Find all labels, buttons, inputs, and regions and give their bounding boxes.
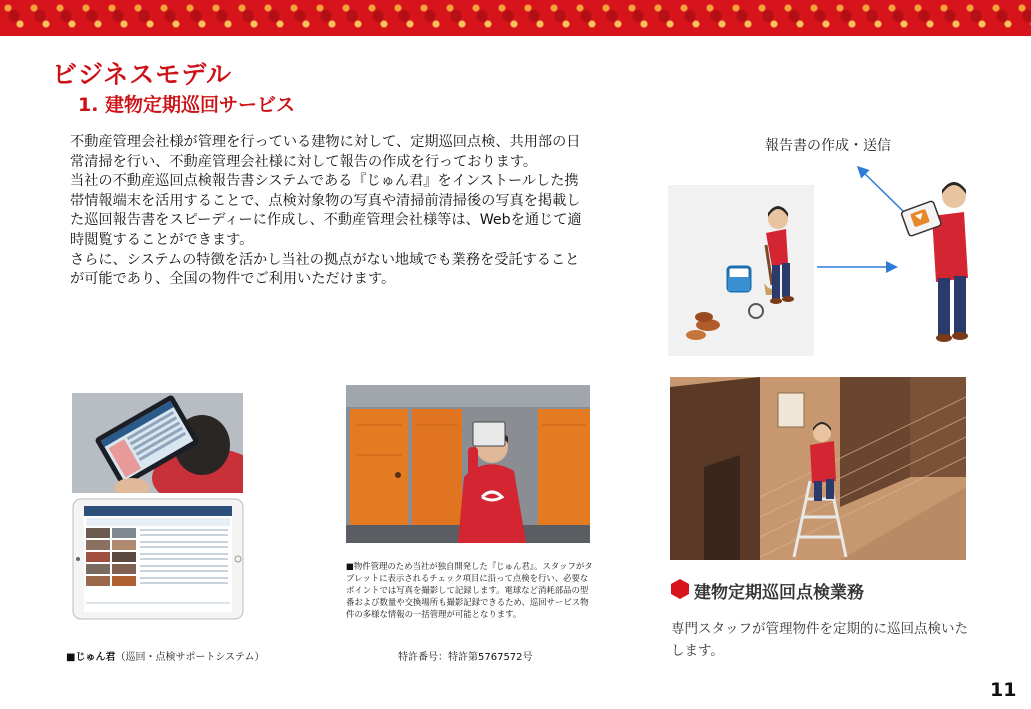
cleaning-illustration bbox=[668, 185, 814, 356]
tablet-user-photo bbox=[72, 393, 243, 493]
photo-caption: ■物件管理のため当社が独自開発した『じゅん君』。スタッフがタブレットに表示されるチェック項目に沿って点検を行い、必要なポイントでは写真を撮影して記録します。電球など消耗部品の型番および数量や交換場所も撮影記録できるため、巡回サービス物件の多様な情報の一括管理が可能となります。 bbox=[346, 561, 593, 619]
system-label bbox=[66, 648, 264, 663]
report-label: 報告書の作成・送信 bbox=[765, 138, 891, 154]
decorative-banner bbox=[0, 0, 1031, 36]
body-text bbox=[70, 133, 590, 290]
service-description: 専門スタッフが管理物件を定期的に巡回点検いたします。 bbox=[671, 621, 968, 659]
service-title: 建物定期巡回点検業務 bbox=[694, 583, 864, 603]
inspection-photo bbox=[346, 385, 590, 543]
hexagon-bullet-icon bbox=[670, 578, 690, 600]
body-paragraph: 当社の不動産巡回点検報告書システムである『じゅん君』をインストールした携帯情報端末を活用することで、点検対象物の写真や清掃前清掃後の写真を掲載した巡回報告書をスピーディーに作成し、不動産管理会社様等は、Webを通じて適時閲覧することができます。 bbox=[70, 173, 582, 248]
tablet-screenshot bbox=[72, 498, 244, 620]
body-paragraph: さらに、システムの特徴を活かし当社の拠点がない地域でも業務を受託することが可能であり、全国の物件でご利用いただけます。 bbox=[70, 251, 580, 288]
patent-label: 特許番号：特許第5767572号 bbox=[398, 652, 533, 663]
body-paragraph: 不動産管理会社様が管理を行っている建物に対して、定期巡回点検、共用部の日常清掃を行い、不動産管理会社様に対して報告の作成を行っております。 bbox=[70, 134, 581, 170]
page-number: 11 bbox=[990, 679, 1017, 701]
system-label-name: ■じゅん君 bbox=[66, 652, 116, 663]
page-title: ビジネスモデル bbox=[52, 60, 233, 89]
building-inspection-illustration bbox=[670, 377, 966, 560]
reporter-illustration bbox=[892, 178, 984, 352]
system-label-desc: （巡回・点検サポートシステム） bbox=[115, 652, 265, 663]
section-subtitle: 1. 建物定期巡回サービス bbox=[78, 94, 296, 116]
